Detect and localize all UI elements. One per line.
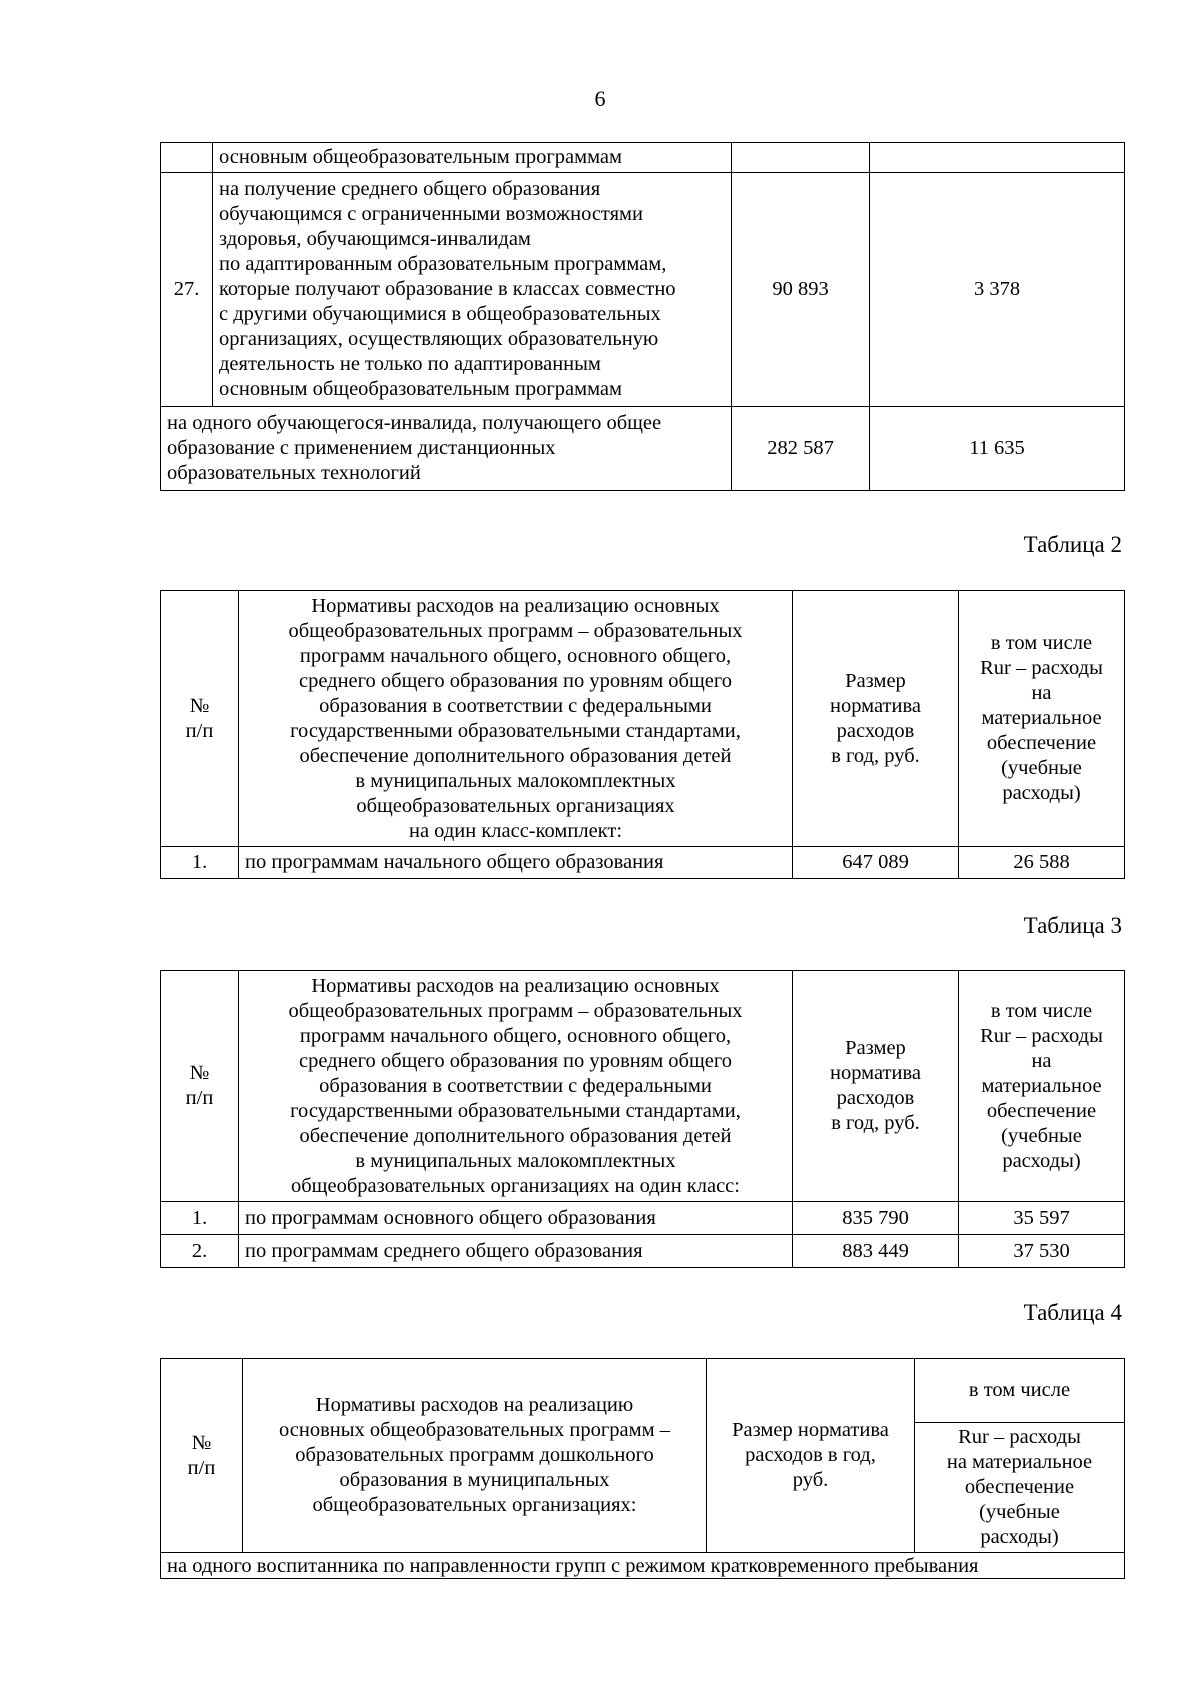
header-including: в том числе [915,1359,1125,1423]
header-number: № п/п [161,971,239,1202]
table-row [161,173,1125,407]
rur-cell: 26 588 [959,847,1125,879]
header-size: Размер норматива расходов в год, руб. [793,591,959,847]
row-name-cell: по программам основного общего образования [239,1202,793,1235]
table-1 [160,142,1125,491]
header-rur: в том числе Rur – расходы на материальное обеспечение (учебные расходы) [959,591,1125,847]
row-number-cell: 2. [161,1235,239,1268]
header-title: Нормативы расходов на реализацию основных общеобразовательных программ – образовательных программ дошкольного образования в муниципальных общеобразовательных организациях: [243,1359,707,1553]
row-text-cell: основным общеобразовательным программам [213,143,732,173]
table-row [161,1202,1125,1235]
row-text-cell: на одного обучающегося-инвалида, получающего общее образование с применением дистанционных образовательных технологий [161,407,732,491]
rur-cell: 35 597 [959,1202,1125,1235]
table-3 [160,970,1125,1268]
table-row [161,847,1125,879]
header-size: Размер норматива расходов в год, руб. [707,1359,915,1553]
table-4 [160,1358,1125,1579]
table-row [161,1553,1125,1579]
rur-cell: 11 635 [870,407,1125,491]
page-number: 6 [594,86,606,111]
value-cell: 883 449 [793,1235,959,1268]
row-number-cell [161,143,213,173]
table-row [161,1235,1125,1268]
header-number: № п/п [161,1359,243,1553]
header-title: Нормативы расходов на реализацию основных общеобразовательных программ – образовательных программ начального общего, основного общего, среднего общего образования по уровням общего образования в соответствии с федеральными государственными образовательными стандартами, обеспечение дополнительного образования детей в муниципальных малокомплектных общеобразовательных организациях на один класс-комплект: [239,591,793,847]
header-rur: Rur – расходы на материальное обеспечение (учебные расходы) [915,1423,1125,1553]
row-number-cell: 1. [161,1202,239,1235]
row-name-cell: по программам начального общего образования [239,847,793,879]
table-2-caption: Таблица 2 [1023,532,1122,557]
row-number-cell: 1. [161,847,239,879]
header-title: Нормативы расходов на реализацию основных общеобразовательных программ – образовательных программ начального общего, основного общего, среднего общего образования по уровням общего образования в соответствии с федеральными государственными образовательными стандартами, обеспечение дополнительного образования детей в муниципальных малокомплектных общеобразовательных организациях на один класс: [239,971,793,1202]
table-row [161,143,1125,173]
table-4-caption: Таблица 4 [1023,1300,1122,1325]
rur-cell: 37 530 [959,1235,1125,1268]
rur-cell: 3 378 [870,173,1125,407]
row-number-cell: 27. [161,173,213,407]
row-text-cell: на одного воспитанника по направленности групп с режимом кратковременного пребывания [161,1553,1125,1579]
value-cell: 282 587 [732,407,870,491]
table-2 [160,590,1125,879]
row-name-cell: по программам среднего общего образования [239,1235,793,1268]
header-number: № п/п [161,591,239,847]
table-header-row [161,591,1125,847]
value-cell [732,143,870,173]
table-3-caption: Таблица 3 [1023,913,1122,938]
header-size: Размер норматива расходов в год, руб. [793,971,959,1202]
value-cell: 835 790 [793,1202,959,1235]
row-text-cell: на получение среднего общего образования обучающимся с ограниченными возможностями здоровья, обучающимся-инвалидам по адаптированным образовательным программам, которые получают образование в классах совместно с другими обучающимися в общеобразовательных организациях, осуществляющих образовательную деятельность не только по адаптированным основным общеобразовательным программам [213,173,732,407]
value-cell: 647 089 [793,847,959,879]
value-cell: 90 893 [732,173,870,407]
rur-cell [870,143,1125,173]
table-header-row [161,1359,1125,1423]
table-header-row [161,971,1125,1202]
header-rur: в том числе Rur – расходы на материальное обеспечение (учебные расходы) [959,971,1125,1202]
table-row [161,407,1125,491]
